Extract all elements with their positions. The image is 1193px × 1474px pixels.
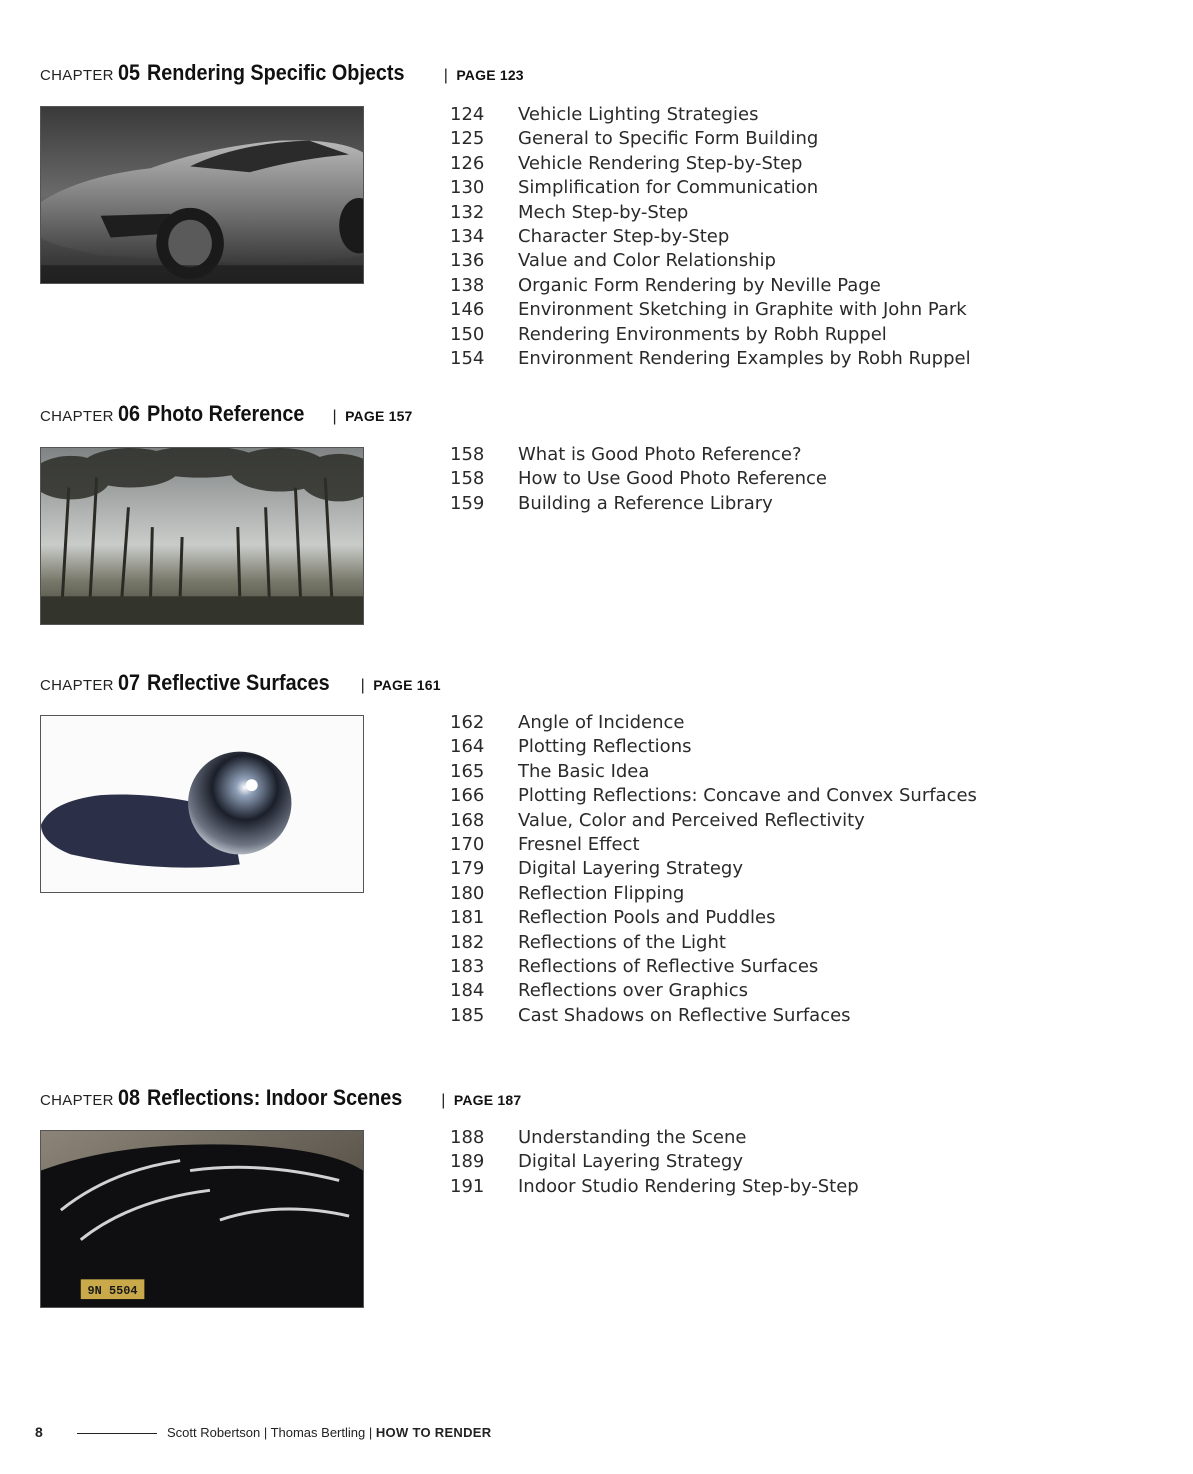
toc-entry-title: Building a Reference Library <box>518 492 773 514</box>
toc-page-number: 126 <box>450 152 485 174</box>
toc-page-number: 182 <box>450 931 485 953</box>
toc-entry-title: Digital Layering Strategy <box>518 858 743 880</box>
toc-entry-title: Vehicle Lighting Strategies <box>518 104 759 125</box>
chapter-page-label: PAGE 187 <box>453 1092 522 1108</box>
chapter-word: CHAPTER <box>40 408 114 425</box>
toc-entry-title: General to Specific Form Building <box>518 128 819 150</box>
toc-page-number: 130 <box>450 177 485 199</box>
toc-entry[interactable] <box>450 201 971 225</box>
toc-entry-title: Mech Step-by-Step <box>518 201 689 223</box>
toc-entry-title: Fresnel Effect <box>518 833 640 855</box>
foggy-forest-thumbnail <box>40 447 364 625</box>
toc-entry-title: Angle of Incidence <box>518 712 685 733</box>
toc-entry[interactable] <box>450 323 971 347</box>
toc-entry[interactable] <box>450 127 971 151</box>
toc-page-number: 180 <box>450 882 485 904</box>
toc-entry[interactable] <box>450 979 977 1003</box>
toc-entry-title: Vehicle Rendering Step-by-Step <box>518 152 803 174</box>
page-footer <box>35 1424 491 1444</box>
toc-entry[interactable] <box>450 492 827 516</box>
chapter-page-label: PAGE 123 <box>456 67 524 83</box>
chapter-number: 08 <box>118 1085 141 1110</box>
foggy-forest-image <box>41 448 363 624</box>
toc-list <box>450 103 971 371</box>
toc-page-number: 181 <box>450 907 485 929</box>
toc-entry[interactable] <box>450 882 977 906</box>
chapter-separator: | <box>441 1092 446 1109</box>
chrome-sphere-thumbnail <box>40 715 364 893</box>
toc-page-number: 189 <box>450 1151 485 1173</box>
toc-page-number: 179 <box>450 858 485 880</box>
toc-entry[interactable] <box>450 176 971 200</box>
toc-list <box>450 443 827 516</box>
chapter-word: CHAPTER <box>40 677 114 694</box>
toc-entry-title: Plotting Reflections: Concave and Convex Surfaces <box>518 785 977 807</box>
toc-page-number: 191 <box>450 1175 485 1197</box>
toc-entry-title: Reflections of the Light <box>518 931 726 953</box>
toc-entry-title: Environment Rendering Examples by Robh Ruppel <box>518 347 971 369</box>
chapter-word: CHAPTER <box>40 1092 114 1109</box>
toc-entry[interactable] <box>450 1175 859 1199</box>
toc-entry[interactable] <box>450 1150 859 1174</box>
chapter-number: 07 <box>118 670 141 695</box>
toc-entry[interactable] <box>450 467 827 491</box>
toc-page-number: 158 <box>450 444 485 465</box>
toc-page-number: 183 <box>450 955 485 977</box>
toc-entry[interactable] <box>450 784 977 808</box>
footer-authors: Scott Robertson | Thomas Bertling | <box>167 1425 373 1440</box>
toc-entry-title: Digital Layering Strategy <box>518 1151 743 1173</box>
toc-entry[interactable] <box>450 225 971 249</box>
sports-car-image <box>41 107 363 283</box>
toc-entry[interactable] <box>450 955 977 979</box>
toc-entry[interactable] <box>450 809 977 833</box>
toc-entry-title: Indoor Studio Rendering Step-by-Step <box>518 1175 859 1197</box>
toc-entry-title: Rendering Environments by Robh Ruppel <box>518 323 887 345</box>
chapter-title: Photo Reference <box>147 401 305 426</box>
toc-entry[interactable] <box>450 274 971 298</box>
toc-entry[interactable] <box>450 931 977 955</box>
license-plate-text: 9N 5504 <box>87 1284 138 1299</box>
toc-page-number: 164 <box>450 736 485 758</box>
toc-entry-title: Value, Color and Perceived Reflectivity <box>518 809 865 831</box>
toc-entry-title: Reflection Pools and Puddles <box>518 907 776 929</box>
toc-page-number: 125 <box>450 128 485 150</box>
toc-entry-title: Simplification for Communication <box>518 177 819 199</box>
toc-entry-title: Value and Color Relationship <box>518 250 776 272</box>
toc-entry[interactable] <box>450 735 977 759</box>
chapter-page-label: PAGE 157 <box>345 408 413 424</box>
toc-page-number: 136 <box>450 250 485 272</box>
chapter-separator: | <box>332 408 337 425</box>
page-number: 8 <box>35 1424 43 1440</box>
toc-entry[interactable] <box>450 298 971 322</box>
chapter-title: Reflections: Indoor Scenes <box>147 1085 403 1110</box>
toc-entry-title: How to Use Good Photo Reference <box>518 468 827 490</box>
toc-entry[interactable] <box>450 833 977 857</box>
toc-entry-title: Reflections of Reflective Surfaces <box>518 955 819 977</box>
chapter-word: CHAPTER <box>40 67 114 84</box>
chapter-separator: | <box>360 677 365 694</box>
toc-page-number: 150 <box>450 323 485 345</box>
footer-rule <box>77 1433 157 1434</box>
toc-entry[interactable] <box>450 103 971 127</box>
toc-page-number: 132 <box>450 201 485 223</box>
toc-page-number: 168 <box>450 809 485 831</box>
toc-entry-title: Cast Shadows on Reflective Surfaces <box>518 1004 851 1026</box>
toc-page-number: 154 <box>450 347 485 369</box>
toc-list <box>450 711 977 1028</box>
toc-entry[interactable] <box>450 1004 977 1028</box>
chapter-header <box>40 401 413 427</box>
vintage-car-image <box>41 1131 363 1307</box>
toc-entry[interactable] <box>450 906 977 930</box>
toc-entry-title: Understanding the Scene <box>518 1127 747 1148</box>
chapter-page-label: PAGE 161 <box>373 677 441 693</box>
toc-entry-title: Reflections over Graphics <box>518 980 749 1002</box>
vintage-car-thumbnail <box>40 1130 364 1308</box>
toc-page-number: 124 <box>450 104 485 125</box>
toc-entry[interactable] <box>450 760 977 784</box>
toc-page-number: 138 <box>450 274 485 296</box>
toc-entry[interactable] <box>450 249 971 273</box>
sports-car-thumbnail <box>40 106 364 284</box>
chapter-title: Rendering Specific Objects <box>147 60 405 85</box>
toc-entry[interactable] <box>450 1126 859 1150</box>
toc-entry-title: The Basic Idea <box>518 760 650 782</box>
toc-page-number: 159 <box>450 492 485 514</box>
toc-entry-title: Organic Form Rendering by Neville Page <box>518 274 881 296</box>
toc-entry-title: What is Good Photo Reference? <box>518 444 802 465</box>
toc-page-number: 188 <box>450 1127 485 1148</box>
chapter-separator: | <box>443 67 448 84</box>
toc-page-number: 170 <box>450 833 485 855</box>
chapter-number: 05 <box>118 60 141 85</box>
chrome-sphere-image <box>41 716 363 892</box>
toc-entry[interactable] <box>450 152 971 176</box>
toc-entry[interactable] <box>450 443 827 467</box>
footer-book-title: HOW TO RENDER <box>375 1425 492 1440</box>
toc-list <box>450 1126 859 1199</box>
toc-entry[interactable] <box>450 711 977 735</box>
toc-page-number: 134 <box>450 225 485 247</box>
chapter-header <box>40 60 524 86</box>
toc-page-number: 166 <box>450 785 485 807</box>
chapter-header <box>40 1085 521 1111</box>
toc-entry-title: Environment Sketching in Graphite with John Park <box>518 299 967 321</box>
toc-entry[interactable] <box>450 857 977 881</box>
toc-page-number: 184 <box>450 980 485 1002</box>
toc-entry-title: Plotting Reflections <box>518 736 692 758</box>
toc-page-number: 158 <box>450 468 485 490</box>
chapter-title: Reflective Surfaces <box>147 670 330 695</box>
toc-page-number: 165 <box>450 760 485 782</box>
toc-page-number: 162 <box>450 712 485 733</box>
toc-entry[interactable] <box>450 347 971 371</box>
chapter-number: 06 <box>118 401 141 426</box>
toc-entry-title: Reflection Flipping <box>518 882 685 904</box>
chapter-header <box>40 670 441 696</box>
toc-entry-title: Character Step-by-Step <box>518 225 730 247</box>
toc-page-number: 146 <box>450 299 485 321</box>
toc-page-number: 185 <box>450 1004 485 1026</box>
